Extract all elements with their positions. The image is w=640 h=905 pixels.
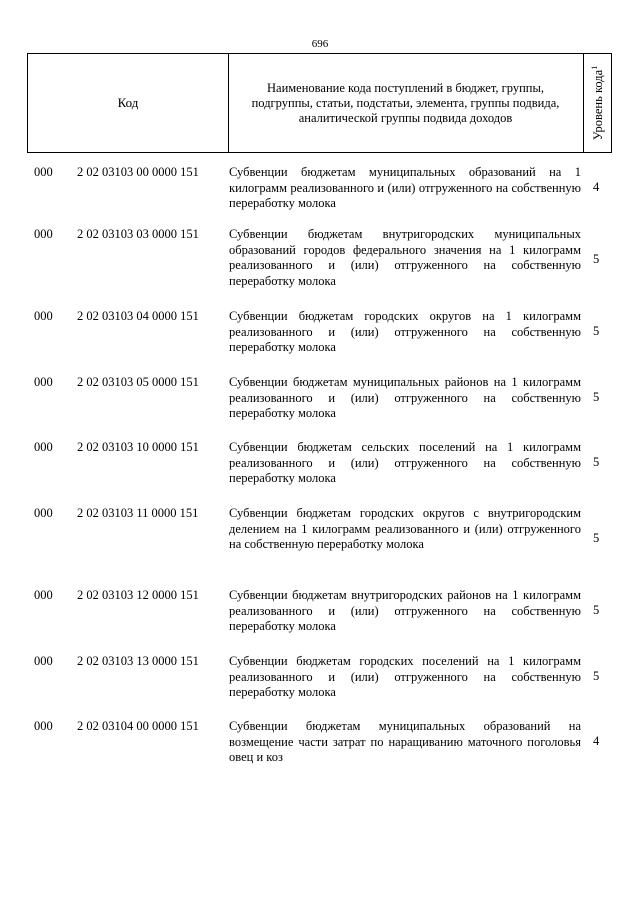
- income-name: Субвенции бюджетам муниципальных районов на 1 килограмм реализованного и (или) отгруженного на собственную переработку молока: [229, 375, 581, 420]
- income-name: Субвенции бюджетам внутригородских муниципальных образований городов федерального значения на 1 килограмм реализованного и (или) отгруженного на собственную переработку молока: [229, 227, 581, 288]
- code-level: 5: [593, 455, 600, 469]
- income-code: 2 02 03103 13 0000 151: [77, 654, 199, 668]
- admin-code: 000: [34, 375, 53, 389]
- code-level: 5: [593, 531, 600, 545]
- code-level: 4: [593, 734, 600, 748]
- admin-code: 000: [34, 309, 53, 323]
- header-code: Код: [28, 54, 229, 152]
- admin-code: 000: [34, 165, 53, 179]
- admin-code: 000: [34, 588, 53, 602]
- table-header: [27, 53, 612, 153]
- code-level: 5: [593, 390, 600, 404]
- income-name: Субвенции бюджетам муниципальных образований на 1 килограмм реализованного и (или) отгруженного на собственную переработку молока: [229, 165, 581, 210]
- income-name: Субвенции бюджетам городских поселений на 1 килограмм реализованного и (или) отгруженного на собственную переработку молока: [229, 654, 581, 699]
- income-code: 2 02 03103 12 0000 151: [77, 588, 199, 602]
- code-level: 4: [593, 180, 600, 194]
- income-code: 2 02 03103 04 0000 151: [77, 309, 199, 323]
- income-code: 2 02 03103 11 0000 151: [77, 506, 199, 520]
- header-level-text: [590, 66, 606, 140]
- income-code: 2 02 03103 00 0000 151: [77, 165, 199, 179]
- income-name: Субвенции бюджетам внутригородских районов на 1 килограмм реализованного и (или) отгруженного на собственную переработку молока: [229, 588, 581, 633]
- income-name: Субвенции бюджетам муниципальных образований на возмещение части затрат по наращиванию маточного поголовья овец и коз: [229, 719, 581, 764]
- income-code: 2 02 03103 03 0000 151: [77, 227, 199, 241]
- income-name: Субвенции бюджетам городских округов с внутригородским делением на 1 килограмм реализованного и (или) отгруженного на собственную переработку молока: [229, 506, 581, 551]
- header-level-footnote: 1: [589, 65, 599, 70]
- page-number: 696: [311, 38, 329, 50]
- header-level: [584, 54, 612, 152]
- income-code: 2 02 03104 00 0000 151: [77, 719, 199, 733]
- code-level: 5: [593, 603, 600, 617]
- header-level-label: Уровень кода: [591, 69, 606, 141]
- income-code: 2 02 03103 05 0000 151: [77, 375, 199, 389]
- code-level: 5: [593, 252, 600, 266]
- code-level: 5: [593, 669, 600, 683]
- admin-code: 000: [34, 654, 53, 668]
- income-code: 2 02 03103 10 0000 151: [77, 440, 199, 454]
- code-level: 5: [593, 324, 600, 338]
- admin-code: 000: [34, 719, 53, 733]
- admin-code: 000: [34, 440, 53, 454]
- income-name: Субвенции бюджетам сельских поселений на 1 килограмм реализованного и (или) отгруженного на собственную переработку молока: [229, 440, 581, 485]
- admin-code: 000: [34, 506, 53, 520]
- header-name: Наименование кода поступлений в бюджет, группы, подгруппы, статьи, подстатьи, элемента, группы подвида, аналитической группы подвида доходов: [228, 54, 584, 152]
- admin-code: 000: [34, 227, 53, 241]
- income-name: Субвенции бюджетам городских округов на 1 килограмм реализованного и (или) отгруженного на собственную переработку молока: [229, 309, 581, 354]
